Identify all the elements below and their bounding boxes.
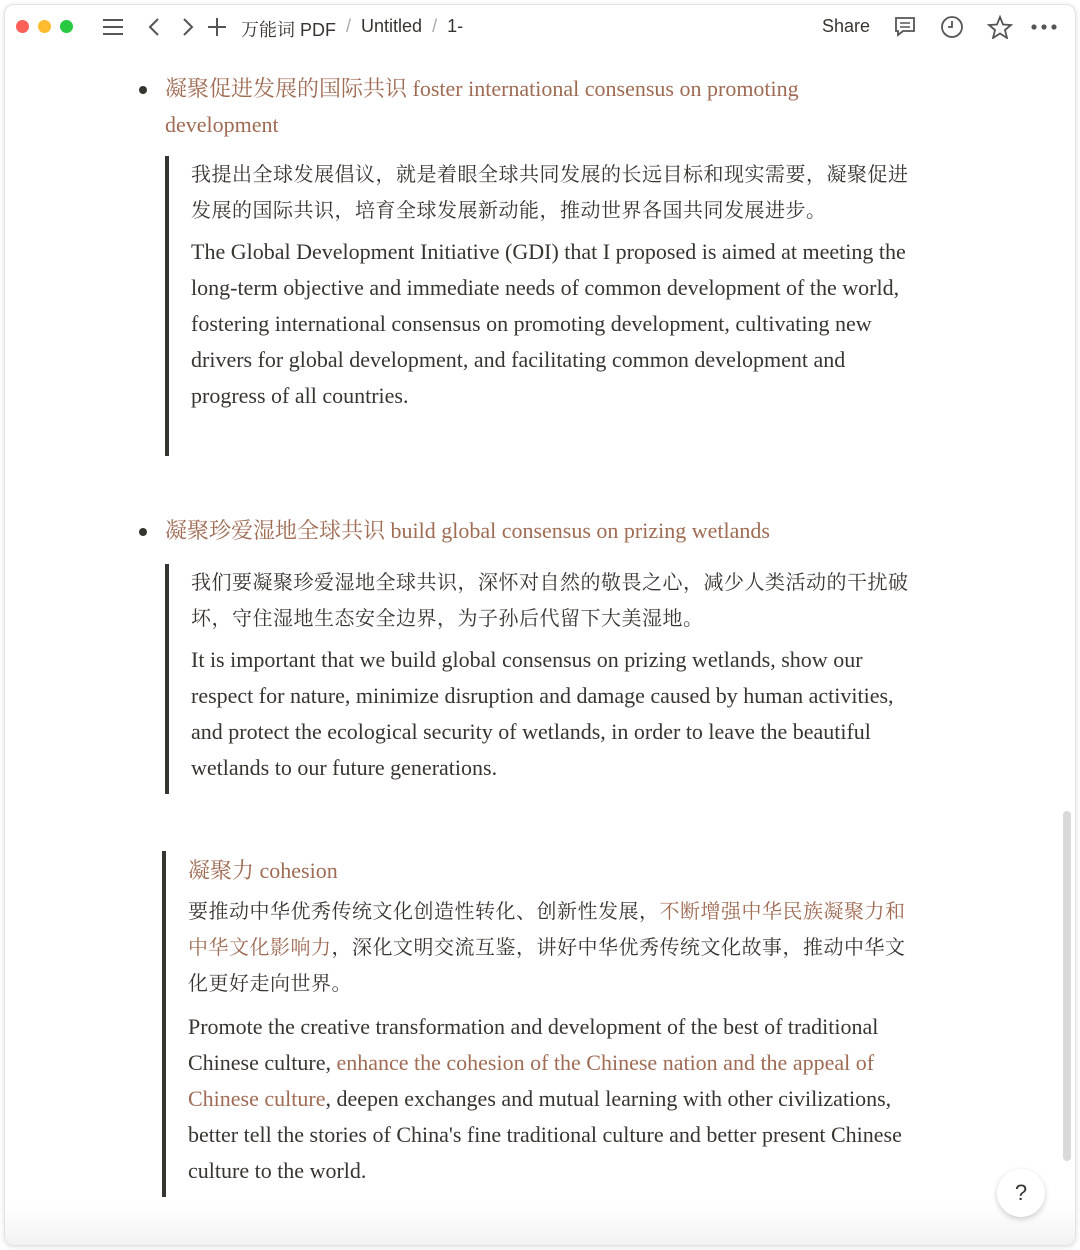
bottom-fade	[5, 1205, 1075, 1245]
breadcrumb-item[interactable]: 万能词 PDF	[241, 20, 337, 40]
forward-icon[interactable]	[179, 15, 197, 39]
chinese-text: 我提出全球发展倡议，就是着眼全球共同发展的长远目标和现实需要，凝聚促进发展的国际共识，培育全球发展新动能，推动世界各国共同发展进步。	[191, 162, 909, 222]
chinese-text: 要推动中华优秀传统文化创造性转化、创新性发展，	[188, 899, 660, 923]
chinese-text: ，深化文明交流互鉴，讲好中华优秀传统文化故事，推动中华文化更好走向世界。	[188, 935, 906, 995]
bullet-dot-icon	[139, 86, 147, 94]
top-bar	[5, 5, 1075, 49]
add-icon[interactable]	[207, 15, 227, 39]
english-text: The Global Development Initiative (GDI) that I proposed is aimed at meeting the long-term objective and immediate needs of common development of the world, fostering international consensus on promoting development, cultivating new drivers for global development, and facilitating common development and progress of all countries.	[191, 239, 906, 408]
bullet-item	[165, 513, 865, 549]
breadcrumb-separator: /	[346, 16, 352, 36]
term-heading: 凝聚珍爱湿地全球共识 build global consensus on prizing wetlands	[165, 518, 770, 543]
english-text: Promote the creative transformation and development of the best of traditional Chinese culture,	[188, 1014, 879, 1075]
maximize-window-button[interactable]	[60, 20, 73, 33]
back-icon[interactable]	[145, 15, 163, 39]
app-window	[4, 4, 1076, 1246]
quote-block	[165, 564, 920, 794]
english-text: It is important that we build global consensus on prizing wetlands, show our respect for nature, minimize disruption and damage caused by human activities, and protect the ecological security of wetlands, in order to leave the beautiful wetlands to our future generations.	[191, 647, 894, 780]
scrollbar-thumb[interactable]	[1063, 811, 1071, 1161]
chinese-highlight: 不断增强中华民族凝聚力和中华文化影响力	[188, 899, 906, 959]
english-text: , deepen exchanges and mutual learning with other civilizations, better tell the stories of China's fine traditional culture and better present Chinese culture to the world.	[188, 1086, 902, 1183]
bullet-item	[165, 71, 865, 143]
breadcrumb-separator: /	[432, 16, 438, 36]
menu-icon[interactable]	[101, 15, 125, 39]
more-icon[interactable]	[1031, 15, 1057, 39]
history-icon[interactable]	[940, 15, 964, 39]
breadcrumb-item[interactable]: Untitled	[361, 16, 423, 36]
minimize-window-button[interactable]	[38, 20, 51, 33]
term-heading: 凝聚力 cohesion	[188, 858, 338, 883]
bullet-dot-icon	[139, 528, 147, 536]
quote-block-cohesion	[162, 851, 917, 1197]
chinese-text: 我们要凝聚珍爱湿地全球共识，深怀对自然的敬畏之心，减少人类活动的干扰破坏，守住湿地生态安全边界，为子孙后代留下大美湿地。	[191, 570, 909, 630]
comment-icon[interactable]	[893, 15, 917, 39]
english-highlight: enhance the cohesion of the Chinese nation and the appeal of Chinese culture	[188, 1050, 875, 1111]
breadcrumb-item[interactable]: 1-	[447, 16, 464, 36]
help-button[interactable]: ?	[997, 1169, 1045, 1217]
breadcrumb	[241, 16, 463, 42]
star-icon[interactable]	[987, 15, 1013, 39]
share-button[interactable]: Share	[822, 16, 871, 36]
quote-block	[165, 156, 920, 456]
close-window-button[interactable]	[16, 20, 29, 33]
term-heading: 凝聚促进发展的国际共识 foster international consensus on promoting development	[165, 76, 799, 137]
